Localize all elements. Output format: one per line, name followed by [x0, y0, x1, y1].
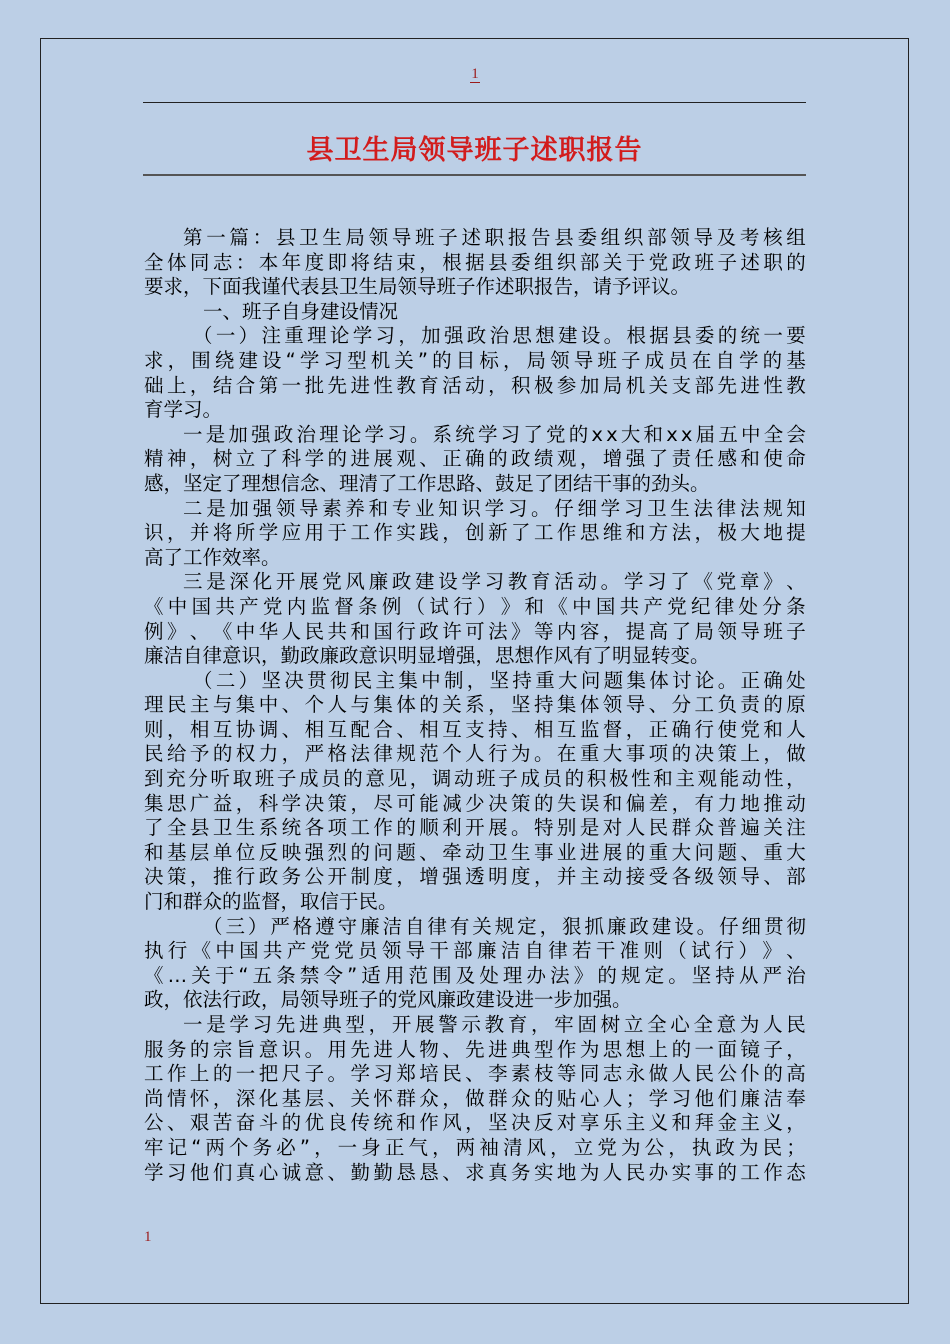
- body-line: 到 充 分 听 取 班 子 成 员 的 意 见 ， 调 动 班 子 成 员 的 积 极 性 和 主 观 能 动 性 ，: [144, 767, 806, 791]
- body-line: 则 ， 相 互 协 调 、 相 互 配 合 、 相 互 支 持 、 相 互 监 督 ， 正 确 行 使 党 和 人: [144, 717, 806, 741]
- body-line: 工 作 上 的 一 把 尺 子 。 学 习 郑 培 民 、 李 素 枝 等 同 志 永 做 人 民 公 仆 的 高: [144, 1062, 806, 1086]
- section-heading: 一、班子自身建设情况: [203, 299, 399, 323]
- body-line: 例 》 、 《 中 华 人 民 共 和 国 行 政 许 可 法 》 等 内 容 ， 提 高 了 局 领 导 班 子: [144, 619, 806, 643]
- body-line: 一 是 学 习 先 进 典 型 ， 开 展 警 示 教 育 ， 牢 固 树 立 全 心 全 意 为 人 民: [183, 1013, 806, 1036]
- body-line: 二 是 加 强 领 导 素 养 和 专 业 知 识 学 习 。 仔 细 学 习 卫 生 法 律 法 规 知: [183, 496, 806, 520]
- header-page-number: 1: [471, 66, 479, 82]
- body-line: （ 三 ） 严 格 遵 守 廉 洁 自 律 有 关 规 定 ， 狠 抓 廉 政 建 设 。 仔 细 贯 彻: [203, 914, 806, 938]
- body-line: 第 一 篇 ： 县 卫 生 局 领 导 班 子 述 职 报 告 县 委 组 织 部 领 导 及 考 核 组: [183, 226, 806, 249]
- document-body: [144, 226, 806, 1185]
- header-rule: [143, 102, 806, 103]
- body-line: 门和群众的监督，取信于民。: [144, 890, 398, 914]
- body-line: 了 全 县 卫 生 系 统 各 项 工 作 的 顺 利 开 展 。 特 别 是 对 人 民 群 众 普 遍 关 注: [144, 816, 806, 840]
- body-line: 公 、 艰 苦 奋 斗 的 优 良 传 统 和 作 风 ， 坚 决 反 对 享 乐 主 义 和 拜 金 主 义 ，: [144, 1111, 806, 1135]
- body-line: 础 上 ， 结 合 第 一 批 先 进 性 教 育 活 动 ， 积 极 参 加 局 机 关 支 部 先 进 性 教: [144, 373, 806, 397]
- body-line: 《 中 国 共 产 党 内 监 督 条 例 （ 试 行 ） 》 和 《 中 国 共 产 党 纪 律 处 分 条: [144, 594, 806, 618]
- body-line: 理 民 主 与 集 中 、 个 人 与 集 体 的 关 系 ， 坚 持 集 体 领 导 、 分 工 负 责 的 原: [144, 693, 806, 717]
- body-line: 民 给 予 的 权 力 ， 严 格 法 律 规 范 个 人 行 为 。 在 重 大 事 项 的 决 策 上 ， 做: [144, 742, 806, 766]
- title-rule: [143, 174, 806, 176]
- body-line: （ 一 ） 注 重 理 论 学 习 ， 加 强 政 治 思 想 建 设 。 根 据 县 委 的 统 一 要: [193, 324, 806, 348]
- body-line: 全 体 同 志 ： 本 年 度 即 将 结 束 ， 根 据 县 委 组 织 部 关 于 党 政 班 子 述 职 的: [144, 250, 806, 274]
- body-line: 高了工作效率。: [144, 545, 281, 569]
- body-line: 执 行 《 中 国 共 产 党 党 员 领 导 干 部 廉 洁 自 律 若 干 准 则 （ 试 行 ） 》 、: [144, 939, 806, 963]
- body-line: 三 是 深 化 开 展 党 风 廉 政 建 设 学 习 教 育 活 动 。 学 习 了 《 党 章 》 、: [183, 570, 806, 594]
- body-line: 和 基 层 单 位 反 映 强 烈 的 问 题 、 牵 动 卫 生 事 业 进 展 的 重 大 问 题 、 重 大: [144, 840, 806, 864]
- body-line: 牢 记 “ 两 个 务 必 ” ， 一 身 正 气 ， 两 袖 清 风 ， 立 党 为 公 ， 执 政 为 民 ；: [144, 1135, 806, 1159]
- body-line: 精 神 ， 树 立 了 科 学 的 进 展 观 、 正 确 的 政 绩 观 ， 增 强 了 责 任 感 和 使 命: [144, 447, 806, 471]
- body-line: 一 是 加 强 政 治 理 论 学 习 。 系 统 学 习 了 党 的 x x 大 和 x x 届 五 中 全 会: [183, 422, 806, 446]
- body-line: 尚 情 怀 ， 深 化 基 层 、 关 怀 群 众 ， 做 群 众 的 贴 心 人 ； 学 习 他 们 廉 洁 奉: [144, 1086, 806, 1110]
- body-line: 求 ， 围 绕 建 设 “ 学 习 型 机 关 ” 的 目 标 ， 局 领 导 班 子 成 员 在 自 学 的 基: [144, 348, 806, 372]
- body-line: 感，坚定了理想信念、理清了工作思路、鼓足了团结干事的劲头。: [144, 471, 710, 495]
- body-line: 育学习。: [144, 398, 223, 422]
- body-line: （ 二 ） 坚 决 贯 彻 民 主 集 中 制 ， 坚 持 重 大 问 题 集 体 讨 论 。 正 确 处: [193, 668, 806, 692]
- body-line: 廉洁自律意识，勤政廉政意识明显增强，思想作风有了明显转变。: [144, 644, 710, 668]
- body-line: 学 习 他 们 真 心 诚 意 、 勤 勤 恳 恳 、 求 真 务 实 地 为 人 民 办 实 事 的 工 作 态: [144, 1160, 806, 1184]
- document-title: 县卫生局领导班子述职报告: [306, 135, 643, 166]
- body-line: 识 ， 并 将 所 学 应 用 于 工 作 实 践 ， 创 新 了 工 作 思 维 和 方 法 ， 极 大 地 提: [144, 521, 806, 545]
- body-line: 决 策 ， 推 行 政 务 公 开 制 度 ， 增 强 透 明 度 ， 并 主 动 接 受 各 级 领 导 、 部: [144, 865, 806, 889]
- body-line: 服 务 的 宗 旨 意 识 。 用 先 进 人 物 、 先 进 典 型 作 为 思 想 上 的 一 面 镜 子 ，: [144, 1037, 806, 1061]
- body-line: 《 … 关 于 “ 五 条 禁 令 ” 适 用 范 围 及 处 理 办 法 》 的 规 定 。 坚 持 从 严 治: [144, 963, 806, 987]
- body-line: 集 思 广 益 ， 科 学 决 策 ， 尽 可 能 减 少 决 策 的 失 误 和 偏 差 ， 有 力 地 推 动: [144, 791, 806, 815]
- footer-page-number: 1: [144, 1229, 152, 1245]
- body-line: 要求，下面我谨代表县卫生局领导班子作述职报告，请予评议。: [144, 275, 691, 299]
- body-line: 政，依法行政，局领导班子的党风廉政建设进一步加强。: [144, 988, 632, 1012]
